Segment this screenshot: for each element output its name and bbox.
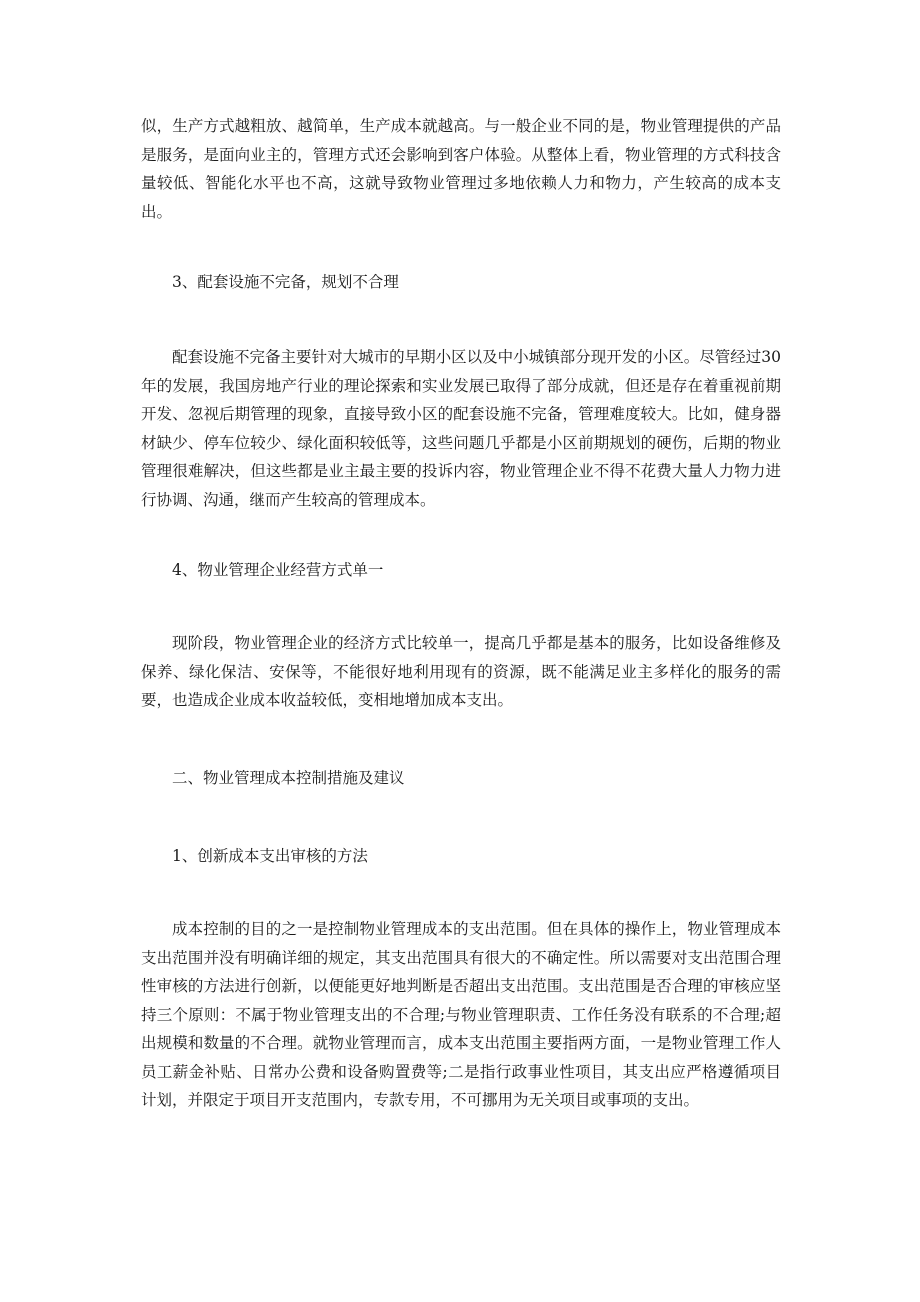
- paragraph-cost-intro: 似，生产方式越粗放、越简单，生产成本就越高。与一般企业不同的是，物业管理提供的产品是服务，是面向业主的，管理方式还会影响到客户体验。从整体上看，物业管理的方式科技含量较低、智能化水平也不高，这就导致物业管理过多地依赖人力和物力，产生较高的成本支出。: [141, 117, 781, 221]
- paragraph-business-mode: 现阶段，物业管理企业的经济方式比较单一，提高几乎都是基本的服务，比如设备维修及保养、绿化保洁、安保等，不能很好地利用现有的资源，既不能满足业主多样化的服务的需要，也造成企业成本收益较低，变相地增加成本支出。: [141, 634, 781, 709]
- heading-business-mode: 4、物业管理企业经营方式单一: [172, 561, 384, 579]
- paragraph-audit-method: 成本控制的目的之一是控制物业管理成本的支出范围。但在具体的操作上，物业管理成本支出范围并没有明确详细的规定，其支出范围具有很大的不确定性。所以需要对支出范围合理性审核的方法进行创新，以便能更好地判断是否超出支出范围。支出范围是否合理的审核应坚持三个原则：不属于物业管理支出的不合理;与物业管理职责、工作任务没有联系的不合理;超出规模和数量的不合理。就物业管理而言，成本支出范围主要指两方面，一是物业管理工作人员工薪金补贴、日常办公费和设备购置费等;二是指行政事业性项目，其支出应严格遵循项目计划，并限定于项目开支范围内，专款专用，不可挪用为无关项目或事项的支出。: [141, 920, 781, 1109]
- paragraph-facilities: 配套设施不完备主要针对大城市的早期小区以及中小城镇部分现开发的小区。尽管经过30年的发展，我国房地产行业的理论探索和实业发展已取得了部分成就，但还是存在着重视前期开发、忽视后期管理的现象，直接导致小区的配套设施不完备，管理难度较大。比如，健身器材缺少、停车位较少、绿化面积较低等，这些问题几乎都是小区前期规划的硬伤，后期的物业管理很难解决，但这些都是业主最主要的投诉内容，物业管理企业不得不花费大量人力物力进行协调、沟通，继而产生较高的管理成本。: [141, 348, 781, 509]
- heading-facilities: 3、配套设施不完备，规划不合理: [172, 273, 399, 291]
- heading-audit-method: 1、创新成本支出审核的方法: [172, 847, 368, 865]
- heading-section-two: 二、物业管理成本控制措施及建议: [172, 769, 405, 787]
